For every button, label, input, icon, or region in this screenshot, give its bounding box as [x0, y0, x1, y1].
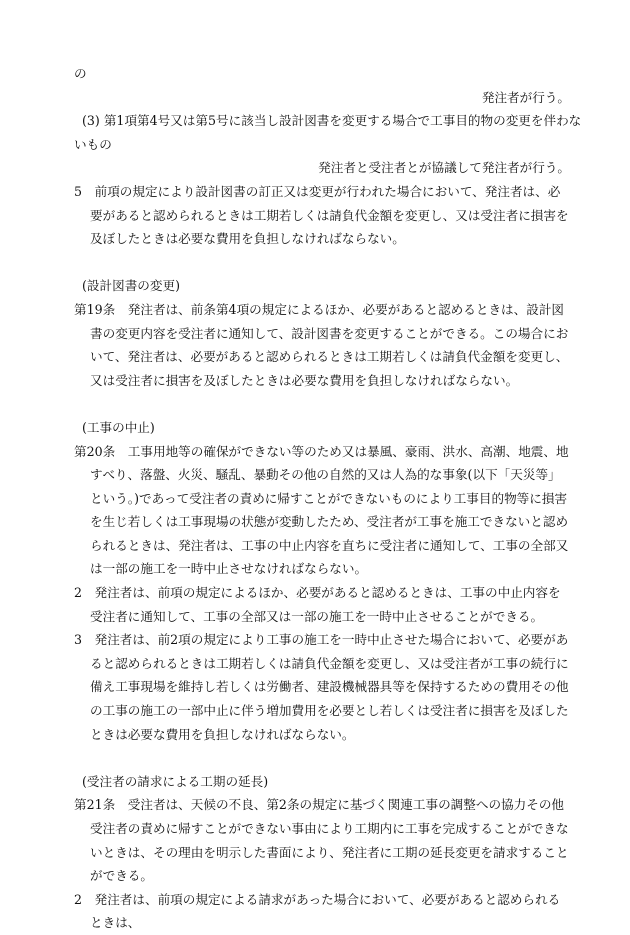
spacer: [74, 746, 570, 770]
article-heading-19: (設計図書の変更): [82, 278, 180, 294]
article-heading-20: (工事の中止): [82, 419, 155, 435]
article-20-item-2: 2 発注者は、前項の規定によるほか、必要があると認めるときは、工事の中止内容を受注者に通知して、工事の全部又は一部の施工を一時中止させることができる。: [74, 585, 561, 624]
article-heading-21: (受注者の請求による工期の延長): [82, 773, 269, 789]
article-20: 第20条 工事用地等の確保ができない等のため又は暴風、豪雨、洪水、高潮、地震、地すべり、落盤、火災、騒乱、暴動その他の自然的又は人為的な事象(以下「天災等」という。)であって受注者の責めに帰すことができないものにより工事目的物等に損害を生じ若しくは工事現場の状態が変動したため、受注者が工事を施工できないと認められるときは、発注者は、工事の中止内容を直ちに受注者に通知して、工事の全部又は一部の施工を一時中止させなければならない。: [74, 443, 569, 577]
spacer: [74, 392, 570, 416]
article-20-item-3: 3 発注者は、前2項の規定により工事の施工を一時中止させた場合において、必要があると認められるときは工期若しくは請負代金額を変更し、又は受注者が工事の続行に備え工事現場を維持し若しくは労働者、建設機械器具等を保持するための費用その他の工事の施工の一部中止に伴う増加費用を必要とし若しくは受注者に損害を及ぼしたときは必要な費用を負担しなければならない。: [74, 632, 569, 742]
document-body: [74, 62, 582, 935]
article-21: 第21条 受注者は、天候の不良、第2条の規定に基づく関連工事の調整への協力その他受注者の責めに帰すことができない事由により工期内に工事を完成することができないときは、その理由を明示した書面により、発注者に工期の延長変更を請求することができる。: [74, 797, 569, 884]
spacer: [74, 251, 570, 275]
text-line: の: [74, 66, 87, 81]
article-21-item-2: 2 発注者は、前項の規定による請求があった場合において、必要があると認められるときは、: [74, 891, 561, 931]
article-19: 第19条 発注者は、前条第4項の規定によるほか、必要があると認めるときは、設計図書の変更内容を受注者に通知して、設計図書を変更することができる。この場合において、発注者は、必要があると認められるときは工期若しくは請負代金額を変更し、又は受注者に損害を及ぼしたときは必要な費用を負担しなければならない。: [74, 301, 569, 388]
text-line-right: 発注者と受注者とが協議して発注者が行う。: [318, 160, 570, 176]
sub-item-3: (3) 第1項第4号又は第5号に該当し設計図書を変更する場合で工事目的物の変更を伴わな: [82, 113, 582, 129]
text-line: いもの: [74, 136, 112, 152]
text-line-right: 発注者が行う。: [481, 89, 570, 105]
paragraph-item-5: 5 前項の規定により設計図書の訂正又は変更が行われた場合において、発注者は、必要があると認められるときは工期若しくは請負代金額を変更し、又は受注者に損害を及ぼしたときは必要な費用を負担しなければならない。: [74, 183, 569, 247]
